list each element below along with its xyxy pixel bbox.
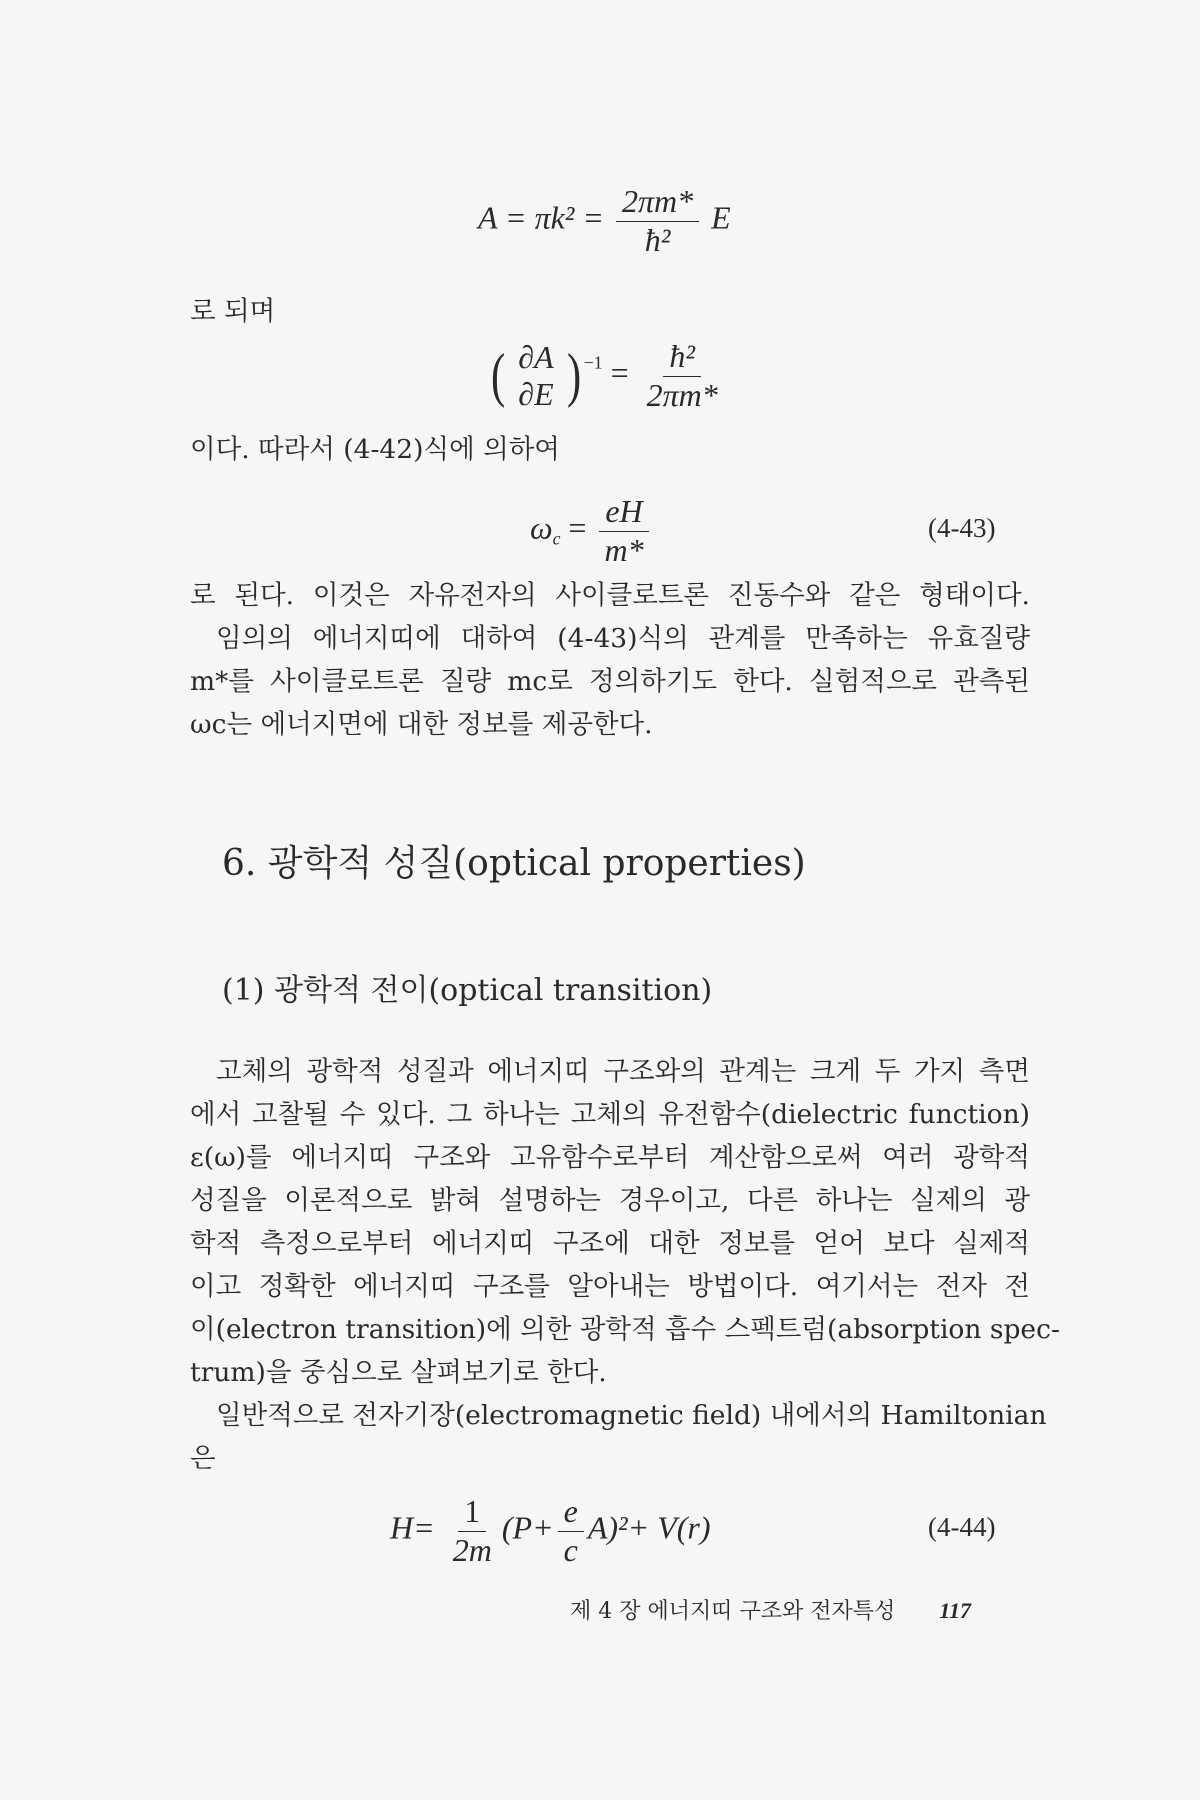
text-line: 이다. 따라서 (4-42)식에 의하여	[190, 434, 560, 465]
fraction-denominator: ħ²	[644, 221, 671, 258]
section-heading: 6. 광학적 성질(optical properties)	[222, 843, 806, 884]
equation-term: (P+	[501, 1509, 554, 1546]
paragraph-line: 로 된다. 이것은 자유전자의 사이클로트론 진동수와 같은 형태이다.	[190, 580, 1030, 611]
fraction	[558, 1495, 584, 1567]
fraction-numerator: e	[558, 1495, 584, 1532]
exponent: −1	[583, 352, 603, 373]
paragraph-line: 고체의 광학적 성질과 에너지띠 구조와의 관계는 크게 두 가지 측면	[216, 1056, 1030, 1087]
fraction-numerator: ∂A	[518, 338, 554, 375]
fraction-denominator: c	[563, 1531, 578, 1568]
equation-area	[478, 185, 731, 257]
subsection-heading: (1) 광학적 전이(optical transition)	[222, 973, 713, 1008]
paragraph-line: 이(electron transition)에 의한 광학적 흡수 스펙트럼(absorption spec-	[190, 1314, 1060, 1345]
equation-rhs: E	[711, 199, 731, 236]
paragraph-line: 성질을 이론적으로 밝혀 설명하는 경우이고, 다른 하나는 실제의 광	[190, 1185, 1030, 1216]
fraction-denominator: ∂E	[518, 376, 554, 413]
chapter-title: 제 4 장 에너지띠 구조와 전자특성	[570, 1599, 896, 1624]
paragraph-line: 임의의 에너지띠에 대하여 (4-43)식의 관계를 만족하는 유효질량	[216, 623, 1030, 654]
fraction-numerator: ħ²	[663, 340, 701, 377]
paragraph-line: 은	[190, 1443, 216, 1474]
fraction-denominator: m*	[604, 531, 644, 568]
paragraph-line: 이고 정확한 에너지띠 구조를 알아내는 방법이다. 여기서는 전자 전	[190, 1271, 1030, 1302]
paragraph	[190, 1394, 1047, 1480]
equation-rhs: A)²+ V(r)	[587, 1509, 711, 1546]
paragraph	[190, 1050, 1060, 1394]
paragraph-line: trum)을 중심으로 살펴보기로 한다.	[190, 1357, 607, 1388]
equation-derivative: ( ∂A ∂E ) $^{-1}$ = $\frac{\text{ħ²}}{2\pi m*}$	[488, 340, 728, 412]
fraction	[616, 185, 699, 257]
text-line: 로 되며	[190, 296, 276, 327]
paragraph-line: 일반적으로 전자기장(electromagnetic field) 내에서의 Hamiltonian	[216, 1400, 1047, 1431]
equals-sign: =	[568, 509, 587, 546]
fraction-numerator: 2πm*	[616, 185, 699, 222]
equation-lhs: A = πk² =	[478, 199, 604, 236]
fraction	[447, 1495, 498, 1567]
equation-cyclotron	[530, 495, 654, 567]
page-footer	[570, 1594, 971, 1625]
equation-number: (4-44)	[928, 1512, 996, 1542]
subscript: c	[552, 528, 561, 549]
equation-hamiltonian	[390, 1495, 711, 1567]
equals-sign: =	[610, 354, 629, 391]
fraction-denominator: 2m	[452, 1531, 492, 1568]
fraction-denominator: 2πm*	[646, 376, 718, 413]
paragraph-line: ωc는 에너지면에 대한 정보를 제공한다.	[190, 709, 653, 740]
equation-number: (4-43)	[928, 513, 996, 543]
fraction-numerator: 1	[458, 1495, 486, 1532]
page-number: 117	[939, 1598, 972, 1623]
fraction	[641, 340, 724, 412]
paragraph-line: ε(ω)를 에너지띠 구조와 고유함수로부터 계산함으로써 여러 광학적	[190, 1142, 1030, 1173]
paragraph	[190, 574, 1030, 746]
fraction	[598, 495, 649, 567]
paragraph-line: 에서 고찰될 수 있다. 그 하나는 고체의 유전함수(dielectric function)	[190, 1099, 1030, 1130]
fraction-numerator: eH	[599, 495, 648, 532]
paragraph-line: m*를 사이클로트론 질량 mc로 정의하기도 한다. 실험적으로 관측된	[190, 666, 1030, 697]
paragraph-line: 학적 측정으로부터 에너지띠 구조에 대한 정보를 얻어 보다 실제적	[190, 1228, 1030, 1259]
omega-symbol: ω	[530, 509, 553, 546]
equation-lhs: H=	[390, 1509, 435, 1546]
fraction-inner	[512, 338, 559, 413]
